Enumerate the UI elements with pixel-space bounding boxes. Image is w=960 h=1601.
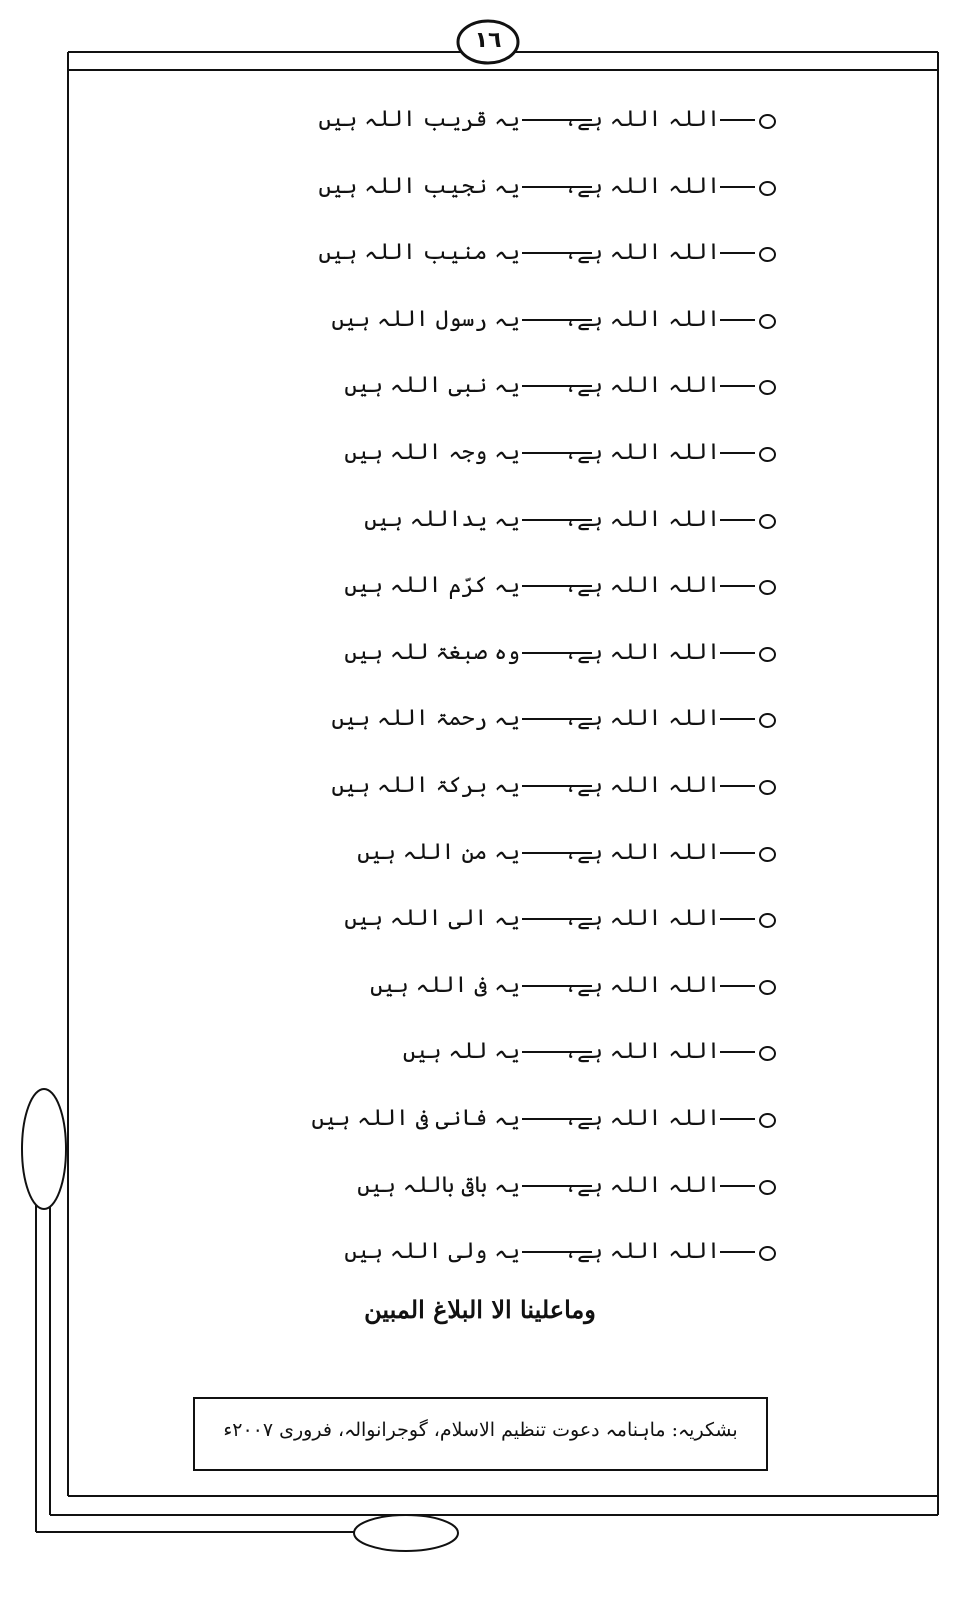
verse-line <box>200 366 780 433</box>
credit-text: بشکریہ: ماہنامہ دعوت تنظیم الاسلام، گوجرانوالہ، فروری ۲۰۰۷ء <box>223 1419 738 1441</box>
dash <box>720 1118 755 1120</box>
dash <box>522 252 592 254</box>
circle-bullet-icon <box>759 314 776 329</box>
dash <box>720 852 755 854</box>
verse-right: یہ رسول اللہ ہیں <box>331 306 520 332</box>
verse-line <box>200 899 780 966</box>
circle-bullet-icon <box>759 980 776 995</box>
dash <box>720 785 755 787</box>
dash <box>720 1251 755 1253</box>
verse-left: اللہ اللہ ہے، <box>564 639 720 665</box>
verse-right: یہ نبی اللہ ہیں <box>344 373 520 399</box>
dash <box>522 186 592 188</box>
circle-bullet-icon <box>759 1246 776 1261</box>
dash <box>720 1051 755 1053</box>
dash <box>522 652 592 654</box>
verse-left: اللہ اللہ ہے، <box>564 373 720 399</box>
circle-bullet-icon <box>759 181 776 196</box>
verse-line <box>200 233 780 300</box>
verse-line <box>200 100 780 167</box>
verse-line <box>200 1232 780 1299</box>
dash <box>720 319 755 321</box>
verse-right: یہ رحمۃ اللہ ہیں <box>331 706 520 732</box>
verse-line <box>200 1099 780 1166</box>
dash <box>522 918 592 920</box>
verse-right: وہ صبغۃ للہ ہیں <box>344 639 520 665</box>
circle-bullet-icon <box>759 580 776 595</box>
verse-right: یہ برکۃ اللہ ہیں <box>331 772 520 798</box>
circle-bullet-icon <box>759 514 776 529</box>
verse-left: اللہ اللہ ہے، <box>564 706 720 732</box>
dash <box>522 1251 592 1253</box>
verse-left: اللہ اللہ ہے، <box>564 1105 720 1131</box>
dash <box>720 1185 755 1187</box>
verse-left: اللہ اللہ ہے، <box>564 972 720 998</box>
dash <box>720 585 755 587</box>
dash <box>522 852 592 854</box>
verse-right: یہ وجہ اللہ ہیں <box>344 439 520 465</box>
verse-right: یہ الی اللہ ہیں <box>344 906 520 932</box>
verse-right: یہ فی اللہ ہیں <box>370 972 520 998</box>
circle-bullet-icon <box>759 380 776 395</box>
verse-right: یہ من اللہ ہیں <box>357 839 520 865</box>
verse-left: اللہ اللہ ہے، <box>564 772 720 798</box>
verse-left: اللہ اللہ ہے، <box>564 1172 720 1198</box>
dash <box>720 186 755 188</box>
page-number: ١٦ <box>474 28 502 53</box>
verse-right: یہ ولی اللہ ہیں <box>344 1239 520 1265</box>
dash <box>522 1185 592 1187</box>
dash <box>720 452 755 454</box>
dash <box>720 718 755 720</box>
dash <box>720 652 755 654</box>
verse-left: اللہ اللہ ہے، <box>564 240 720 266</box>
verse-line <box>200 766 780 833</box>
dash <box>720 985 755 987</box>
dash <box>522 319 592 321</box>
verse-right: یہ باقی باللہ ہیں <box>357 1172 520 1198</box>
dash <box>720 918 755 920</box>
verse-line <box>200 300 780 367</box>
verse-right: یہ للہ ہیں <box>402 1039 520 1065</box>
verse-left: اللہ اللہ ہے، <box>564 306 720 332</box>
dash <box>720 252 755 254</box>
verse-left: اللہ اللہ ہے، <box>564 107 720 132</box>
verse-line <box>200 1166 780 1233</box>
verse-right: یہ یداللہ ہیں <box>364 506 520 532</box>
dash <box>522 585 592 587</box>
verse-left: اللہ اللہ ہے، <box>564 1239 720 1265</box>
verse-line <box>200 433 780 500</box>
verse-left: اللہ اللہ ہے، <box>564 506 720 532</box>
dash <box>522 519 592 521</box>
circle-bullet-icon <box>759 713 776 728</box>
circle-bullet-icon <box>759 247 776 262</box>
circle-bullet-icon <box>759 647 776 662</box>
verse-right: یہ فانی فی اللہ ہیں <box>311 1105 520 1131</box>
dash <box>522 1051 592 1053</box>
dash <box>522 452 592 454</box>
verse-line <box>200 833 780 900</box>
verse-line <box>200 1032 780 1099</box>
circle-bullet-icon <box>759 780 776 795</box>
dash <box>522 985 592 987</box>
verse-right: یہ منیب اللہ ہیں <box>318 240 520 266</box>
dash <box>720 385 755 387</box>
verse-line <box>200 699 780 766</box>
verse-left: اللہ اللہ ہے، <box>564 839 720 865</box>
verse-right: یہ کرّم اللہ ہیں <box>344 573 520 599</box>
circle-bullet-icon <box>759 913 776 928</box>
dash <box>720 519 755 521</box>
verse-line <box>200 966 780 1033</box>
circle-bullet-icon <box>759 1113 776 1128</box>
verse-left: اللہ اللہ ہے، <box>564 439 720 465</box>
verse-line <box>200 500 780 567</box>
dash <box>720 119 755 121</box>
circle-bullet-icon <box>759 114 776 129</box>
verse-list <box>200 100 780 1299</box>
circle-bullet-icon <box>759 1046 776 1061</box>
bottom-oval-ornament <box>350 1510 462 1556</box>
verse-left: اللہ اللہ ہے، <box>564 573 720 599</box>
circle-bullet-icon <box>759 1180 776 1195</box>
dash <box>522 119 592 121</box>
dash <box>522 385 592 387</box>
circle-bullet-icon <box>759 847 776 862</box>
verse-left: اللہ اللہ ہے، <box>564 173 720 199</box>
verse-line <box>200 167 780 234</box>
verse-left: اللہ اللہ ہے، <box>564 1039 720 1065</box>
dash <box>522 1118 592 1120</box>
verse-right: یہ نجیب اللہ ہیں <box>318 173 520 199</box>
dash <box>522 718 592 720</box>
credit-box <box>193 1397 768 1471</box>
closing-line: وماعلینا الا البلاغ المبین <box>364 1295 596 1324</box>
verse-right: یہ قریب اللہ ہیں <box>318 107 520 132</box>
verse-line <box>200 566 780 633</box>
verse-line <box>200 633 780 700</box>
left-oval-ornament <box>18 1085 70 1213</box>
circle-bullet-icon <box>759 447 776 462</box>
verse-left: اللہ اللہ ہے، <box>564 906 720 932</box>
dash <box>522 785 592 787</box>
